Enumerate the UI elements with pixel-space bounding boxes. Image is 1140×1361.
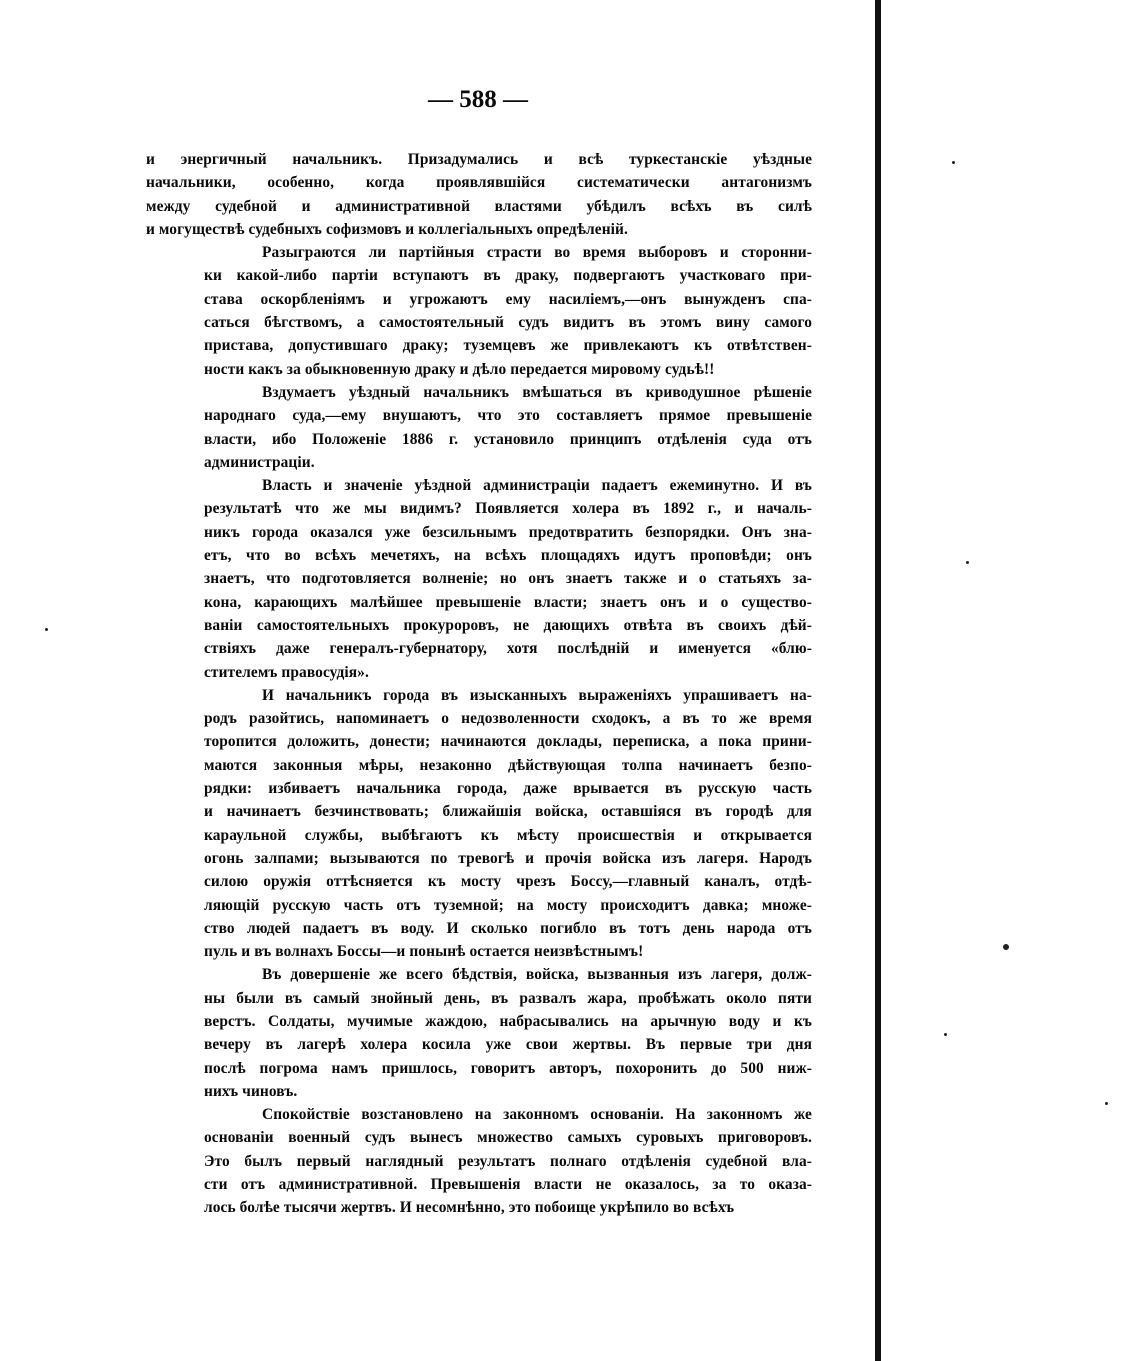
text-line: Въ довершеніе же всего бѣдствія, войска, вызванныя изъ лагеря, долж- [262,966,812,984]
body-text [146,148,812,1220]
text-line: етъ, что во всѣхъ мечетяхъ, на всѣхъ площадяхъ идутъ проповѣди; онъ [204,547,812,565]
text-line: ки какой-либо партіи вступаютъ въ драку, подвергаютъ участковаго при- [204,267,812,285]
text-line: и начинаетъ безчинствовать; ближайшія войска, оставшіяся въ городѣ для [204,803,812,821]
text-line: ваніи самостоятельныхъ прокуроровъ, не дающихъ отвѣта въ своихъ дѣй- [204,616,812,634]
text-line: пуль и въ волнахъ Боссы—и понынѣ остается неизвѣстнымъ! [204,943,644,961]
text-line: ство людей падаетъ въ воду. И сколько погибло въ тотъ день народа отъ [204,919,812,937]
text-line: сти отъ административной. Превышенія власти не оказалось, за то оказа- [204,1176,812,1194]
text-line: Разыграются ли партійныя страсти во время выборовъ и сторонни- [262,244,812,262]
page-edge-border [875,0,881,1361]
text-line: родъ разойтись, напоминаетъ о недозволенности сходокъ, а въ то же время [204,710,812,728]
text-line: вечеру въ лагерѣ холера косила уже свои жертвы. Въ первые три дня [204,1036,812,1054]
text-line: ляющій русскую часть отъ туземной; на мосту происходитъ давка; множе- [204,896,812,914]
text-line: результатѣ что же мы видимъ? Появляется холера въ 1892 г., и началь- [204,500,812,518]
text-line: рядки: избиваетъ начальника города, даже врывается въ русскую часть [204,780,812,798]
paragraph [146,148,812,241]
page-number: — 588 — [428,86,528,113]
scan-speck [952,161,955,164]
scan-speck [966,561,969,564]
text-line: послѣ погрома намъ пришлось, говоритъ авторъ, похоронить до 500 ниж- [204,1059,812,1077]
paragraph [146,963,812,1103]
text-line: маются законныя мѣры, незаконно дѣйствующая толпа начинаетъ безпо- [204,756,812,774]
paragraph [146,1103,812,1219]
scan-speck [944,1033,947,1036]
text-line: верстъ. Солдаты, мучимые жаждою, набрасывались на арычную воду и къ [204,1012,812,1030]
paragraph [146,474,812,684]
text-line: саться бѣгствомъ, а самостоятельный судъ видитъ въ этомъ вину самого [204,314,812,332]
text-line: Спокойствіе возстановлено на законномъ основаніи. На законномъ же [262,1106,812,1124]
text-line: И начальникъ города въ изысканныхъ выраженіяхъ упрашиваетъ на- [262,686,812,704]
text-line: нихъ чиновъ. [204,1082,298,1100]
text-line: и энергичный начальникъ. Призадумались и всѣ туркестанскіе уѣздные [146,151,812,168]
paragraph [146,381,812,474]
paragraph [146,684,812,964]
text-line: караульной службы, выбѣгаютъ къ мѣсту происшествія и открывается [204,826,812,844]
text-line: става оскорбленіямъ и угрожаютъ ему насиліемъ,—онъ вынужденъ спа- [204,290,812,308]
text-line: и могуществѣ судебныхъ софизмовъ и коллегіальныхъ опредѣленій. [146,220,628,238]
text-line: ности какъ за обыкновенную драку и дѣло передается мировому судьѣ!! [204,360,715,378]
paragraph [146,241,812,381]
text-line: между судебной и административной властями убѣдилъ всѣхъ въ силѣ [146,197,812,215]
text-line: лось болѣе тысячи жертвъ. И несомнѣнно, это побоище укрѣпило во всѣхъ [204,1199,735,1217]
text-line: силою оружія оттѣсняется къ мосту чрезъ Боссу,—главный каналъ, отдѣ- [204,873,812,891]
text-line: начальники, особенно, когда проявлявшійся систематически антагонизмъ [146,174,812,192]
text-line: торопится доложить, донести; начинаются доклады, переписка, а пока прини- [204,733,812,751]
text-line: Это былъ первый наглядный результатъ полнаго отдѣленія судебной вла- [204,1152,812,1170]
scan-speck [45,628,48,631]
text-line: власти, ибо Положеніе 1886 г. установило принципъ отдѣленія суда отъ [204,430,812,448]
text-line: огонь залпами; вызываются по тревогѣ и прочія войска изъ лагеря. Народъ [204,849,812,867]
text-line: основаніи военный судъ вынесъ множество самыхъ суровыхъ приговоровъ. [204,1129,812,1147]
text-line: администраціи. [204,453,315,471]
text-line: Вздумаетъ уѣздный начальникъ вмѣшаться въ криводушное рѣшеніе [262,383,812,401]
text-line: народнаго суда,—ему внушаютъ, что это составляетъ прямое превышеніе [204,407,812,425]
text-line: ствіяхъ даже генералъ-губернатору, хотя послѣдній и именуется «блю- [204,640,812,658]
text-line: ны были въ самый знойный день, въ развалъ жара, пробѣжать около пяти [204,989,812,1007]
scan-speck [1003,944,1009,950]
text-line: кона, карающихъ малѣйшее превышеніе власти; знаетъ онъ и о существо- [204,593,812,611]
text-line: стителемъ правосудія». [204,663,369,681]
text-line: Власть и значеніе уѣздной администраціи падаетъ ежеминутно. И въ [262,477,812,495]
text-line: пристава, допустившаго драку; туземцевъ же привлекаютъ къ отвѣтствен- [204,337,812,355]
text-line: знаетъ, что подготовляется волненіе; но онъ знаетъ также и о статьяхъ за- [204,570,812,588]
scan-speck [1105,1102,1108,1105]
text-line: никъ города оказался уже безсильнымъ предотвратить безпорядки. Онъ зна- [204,523,812,541]
